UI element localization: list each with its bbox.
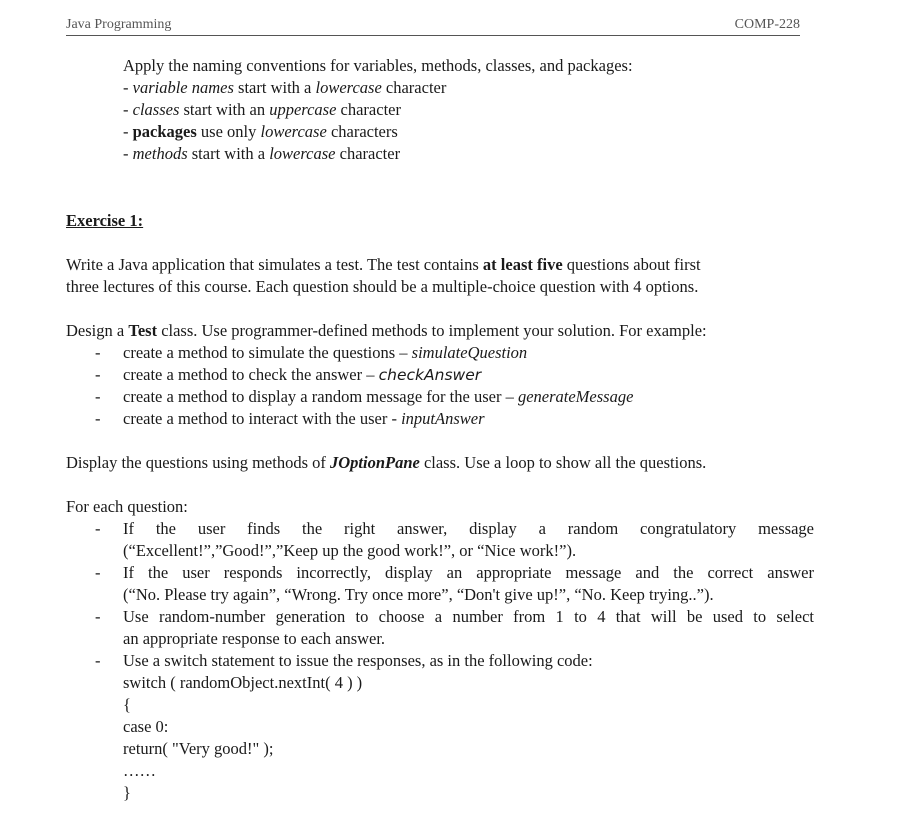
code-line: return( "Very good!" ); — [123, 739, 274, 758]
list-dash: - — [95, 387, 101, 406]
for-each-heading: For each question: — [66, 497, 188, 516]
list-dash: - — [95, 365, 101, 384]
list-dash: - — [95, 607, 101, 626]
code-line: } — [123, 783, 131, 802]
code-line: …… — [123, 761, 156, 780]
exercise-paragraph-line: three lectures of this course. Each question should be a multiple-choice question with 4 options. — [66, 277, 699, 296]
bullet-line: (“No. Please try again”, “Wrong. Try once more”, “Don't give up!”, “No. Keep trying..”). — [123, 585, 714, 604]
design-paragraph: Design a Test class. Use programmer-defined methods to implement your solution. For example: — [66, 321, 707, 340]
naming-rule: - classes start with an uppercase character — [123, 100, 401, 119]
bullet-line: an appropriate response to each answer. — [123, 629, 386, 648]
method-item: create a method to check the answer – checkAnswer — [123, 365, 482, 384]
code-line: case 0: — [123, 717, 169, 736]
method-item: create a method to display a random message for the user – generateMessage — [123, 387, 634, 406]
naming-rule: - packages use only lowercase characters — [123, 122, 398, 141]
method-item: create a method to interact with the user - inputAnswer — [123, 409, 485, 428]
exercise-paragraph-line: Write a Java application that simulates a test. The test contains at least five questions about first — [66, 255, 701, 274]
list-dash: - — [95, 409, 101, 428]
course-name: Java Programming — [66, 17, 172, 32]
naming-rule: - variable names start with a lowercase character — [123, 78, 447, 97]
bullet-line: If the user responds incorrectly, display an appropriate message and the correct answer — [123, 563, 814, 582]
naming-rule: - methods start with a lowercase character — [123, 144, 401, 163]
list-dash: - — [95, 343, 101, 362]
bullet-line: Use a switch statement to issue the responses, as in the following code: — [123, 651, 593, 670]
display-paragraph: Display the questions using methods of JOptionPane class. Use a loop to show all the questions. — [66, 453, 707, 472]
code-line: switch ( randomObject.nextInt( 4 ) ) — [123, 673, 363, 692]
bullet-line: Use random-number generation to choose a number from 1 to 4 that will be used to select — [123, 607, 814, 626]
page-header — [66, 17, 800, 36]
course-code: COMP-228 — [734, 17, 800, 32]
exercise-title: Exercise 1: — [66, 211, 144, 230]
list-dash: - — [95, 519, 101, 538]
bullet-line: If the user finds the right answer, display a random congratulatory message — [123, 519, 814, 538]
code-line: { — [123, 695, 131, 714]
list-dash: - — [95, 651, 101, 670]
bullet-line: (“Excellent!”,”Good!”,”Keep up the good work!”, or “Nice work!”). — [123, 541, 577, 560]
list-dash: - — [95, 563, 101, 582]
naming-intro: Apply the naming conventions for variables, methods, classes, and packages: — [123, 56, 633, 75]
method-item: create a method to simulate the questions – simulateQuestion — [123, 343, 528, 362]
